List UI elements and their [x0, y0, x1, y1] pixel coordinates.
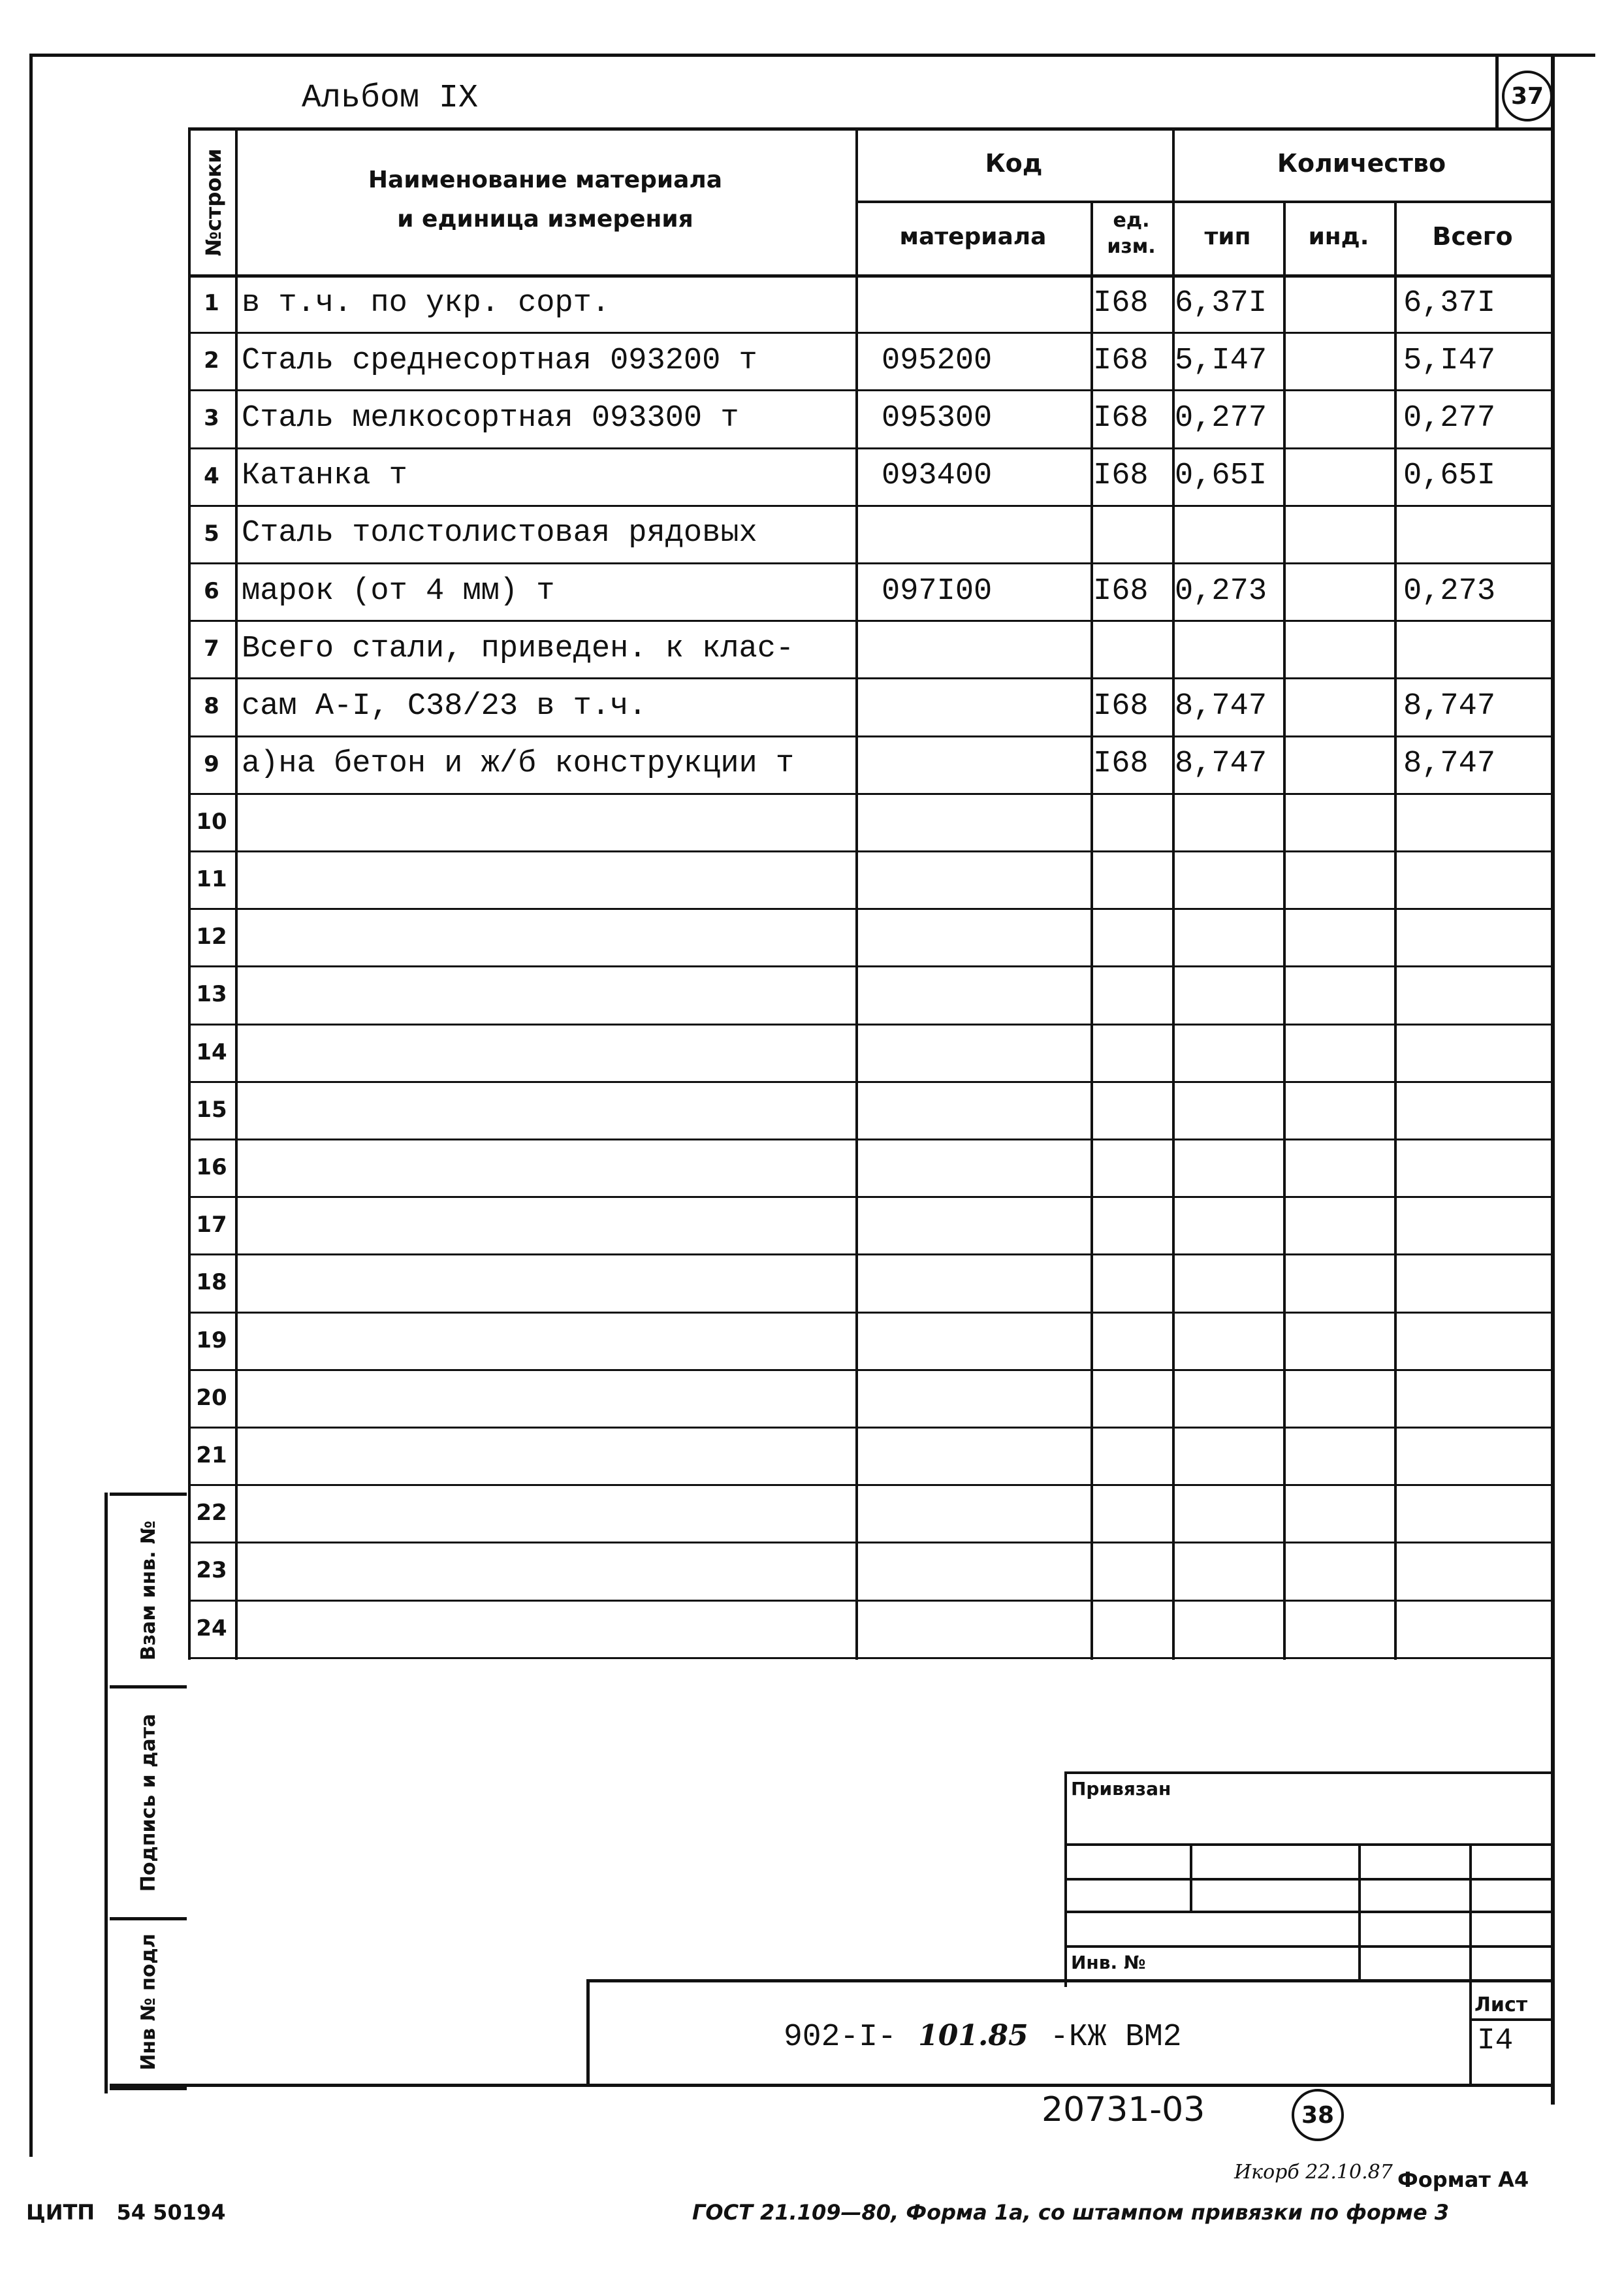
row-qty-type: [1175, 794, 1282, 849]
row-qty-ind: [1286, 737, 1393, 792]
doc-code-prefix: 902-I-: [784, 2020, 897, 2055]
total-header: Всего: [1432, 222, 1513, 251]
row-qty-total: 6,37I: [1403, 285, 1496, 321]
row-number: 2: [204, 347, 219, 374]
row-qty-type: 8,747: [1175, 688, 1267, 724]
stamp-row-line-2: [1064, 1878, 1554, 1881]
row-material-name: [242, 967, 853, 1022]
stamp-top-line: [1064, 1771, 1554, 1774]
row-qty-total: [1403, 1601, 1548, 1656]
row-material-name: Всего стали, приведен. к клас-: [242, 631, 795, 666]
footer-gost: ГОСТ 21.109—80, Форма 1а, со штампом привязки по форме 3: [692, 2200, 1450, 2225]
table-col-line-7: [1551, 127, 1553, 1660]
row-qty-type: [1175, 621, 1282, 676]
row-qty-type: 5,I47: [1175, 343, 1267, 378]
row-qty-total: [1403, 1025, 1548, 1080]
row-material-name: [242, 1313, 853, 1368]
row-material-code: [882, 679, 1088, 734]
row-qty-ind: [1286, 1370, 1393, 1425]
row-unit-code: [1093, 909, 1171, 964]
row-material-name: [242, 1197, 853, 1252]
row-material-code: [882, 1197, 1088, 1252]
archive-code: 20731-03: [1042, 2090, 1205, 2129]
table-col-line-1: [235, 127, 238, 1660]
row-qty-total: 0,277: [1403, 400, 1496, 436]
row-material-name: [242, 1255, 853, 1310]
row-qty-total: 5,I47: [1403, 343, 1496, 378]
row-qty-total: [1403, 967, 1548, 1022]
row-qty-ind: [1286, 1313, 1393, 1368]
unit-header-line1: ед.: [1113, 208, 1150, 232]
row-unit-code: I68: [1093, 459, 1149, 494]
row-material-code: [882, 1255, 1088, 1310]
row-material-name: Сталь среднесортная 093200 т: [242, 343, 757, 378]
row-number: 18: [196, 1269, 227, 1296]
row-material-name: [242, 1082, 853, 1137]
code-group-header: Код: [985, 149, 1043, 178]
row-qty-ind: [1286, 967, 1393, 1022]
header-mid-line: [855, 201, 1551, 203]
row-unit-code: [1093, 621, 1171, 676]
row-qty-ind: [1286, 506, 1393, 561]
row-unit-code: I68: [1093, 343, 1149, 378]
row-material-code: [882, 737, 1088, 792]
row-material-code: [882, 967, 1088, 1022]
name-header-line1: Наименование материала: [368, 166, 723, 193]
type-header: тип: [1204, 223, 1251, 250]
row-unit-code: I68: [1093, 285, 1149, 321]
table-col-line-2: [855, 127, 858, 1660]
row-unit-code: [1093, 506, 1171, 561]
row-material-name: [242, 794, 853, 849]
row-unit-code: [1093, 1140, 1171, 1195]
row-qty-type: 0,65I: [1175, 459, 1267, 494]
row-material-name: [242, 909, 853, 964]
row-qty-ind: [1286, 1428, 1393, 1483]
ind-header: инд.: [1308, 223, 1369, 250]
sheet-divider-line: [1469, 2018, 1554, 2021]
row-unit-code: [1093, 1428, 1171, 1483]
row-qty-total: [1403, 1313, 1548, 1368]
quantity-group-header: Количество: [1277, 149, 1446, 178]
row-material-code: [882, 506, 1088, 561]
row-unit-code: [1093, 1082, 1171, 1137]
stamp-row-line-4: [1064, 1945, 1554, 1948]
doc-code-suffix: -КЖ ВМ2: [1049, 2020, 1182, 2055]
row-number: 1: [204, 290, 219, 317]
row-material-code: [882, 621, 1088, 676]
row-qty-type: 8,747: [1175, 747, 1267, 782]
row-material-name: марок (от 4 мм) т: [242, 574, 555, 609]
row-qty-ind: [1286, 391, 1393, 445]
row-qty-type: [1175, 909, 1282, 964]
row-material-code: [882, 1601, 1088, 1656]
row-material-name: [242, 1140, 853, 1195]
row-material-name: [242, 852, 853, 907]
row-qty-ind: [1286, 679, 1393, 734]
sheet-label: Лист: [1474, 1994, 1528, 2016]
title-block-sheet-line: [1469, 1979, 1472, 2087]
sheet-circle-number: 37: [1502, 71, 1553, 121]
row-material-name: сам А-I, С38/23 в т.ч.: [242, 688, 647, 724]
row-number: 19: [196, 1327, 227, 1353]
row-qty-total: [1403, 1140, 1548, 1195]
row-material-name: Сталь мелкосортная 093300 т: [242, 400, 739, 436]
frame-top-line: [29, 54, 1595, 57]
stamp-col-line-3: [1469, 1843, 1472, 1980]
row-number: 10: [196, 808, 227, 835]
row-qty-ind: [1286, 449, 1393, 504]
podpis-data-label: Подпись и дата: [137, 1713, 160, 1892]
row-qty-total: [1403, 1370, 1548, 1425]
document-code: [784, 2017, 1182, 2055]
row-qty-type: [1175, 1082, 1282, 1137]
row-qty-type: 6,37I: [1175, 285, 1267, 321]
table-row-line: [188, 1657, 1551, 1659]
unit-header-line2: изм.: [1107, 234, 1156, 258]
row-qty-ind: [1286, 1601, 1393, 1656]
bottom-circle-number: 38: [1292, 2089, 1344, 2141]
row-qty-ind: [1286, 1485, 1393, 1540]
row-qty-total: [1403, 794, 1548, 849]
row-qty-total: 0,65I: [1403, 459, 1496, 494]
frame-left-line: [29, 54, 33, 2157]
row-material-code: 095200: [882, 343, 993, 378]
row-unit-code: [1093, 1601, 1171, 1656]
row-qty-total: [1403, 1197, 1548, 1252]
row-material-name: [242, 1485, 853, 1540]
row-qty-type: 0,277: [1175, 400, 1267, 436]
row-qty-total: [1403, 1428, 1548, 1483]
sheet-number: I4: [1477, 2024, 1514, 2058]
row-material-code: 097I00: [882, 574, 993, 609]
row-unit-code: I68: [1093, 574, 1149, 609]
row-unit-code: [1093, 1370, 1171, 1425]
row-qty-ind: [1286, 1255, 1393, 1310]
row-qty-type: [1175, 1428, 1282, 1483]
table-col-line-6: [1394, 201, 1397, 1660]
row-qty-total: 8,747: [1403, 688, 1496, 724]
row-qty-total: 0,273: [1403, 574, 1496, 609]
row-qty-ind: [1286, 276, 1393, 331]
row-qty-ind: [1286, 794, 1393, 849]
row-material-code: [882, 276, 1088, 331]
row-number: 22: [196, 1500, 227, 1527]
row-unit-code: I68: [1093, 747, 1149, 782]
row-qty-type: [1175, 1025, 1282, 1080]
row-qty-total: [1403, 909, 1548, 964]
row-qty-type: [1175, 1370, 1282, 1425]
row-qty-total: [1403, 506, 1548, 561]
row-number: 5: [204, 520, 219, 547]
row-unit-code: [1093, 1543, 1171, 1598]
row-material-code: 095300: [882, 400, 993, 436]
row-qty-type: 0,273: [1175, 574, 1267, 609]
row-number: 6: [204, 578, 219, 605]
title-block-left-line: [586, 1979, 590, 2087]
table-top-line: [188, 127, 1551, 131]
row-qty-type: [1175, 1543, 1282, 1598]
row-qty-ind: [1286, 1140, 1393, 1195]
row-material-code: [882, 1543, 1088, 1598]
row-qty-total: [1403, 1543, 1548, 1598]
row-material-name: в т.ч. по укр. сорт.: [242, 285, 611, 321]
corner-box-line: [1495, 54, 1499, 129]
row-material-name: [242, 1370, 853, 1425]
doc-code-handwritten: 101.85: [918, 2019, 1028, 2052]
row-unit-code: I68: [1093, 688, 1149, 724]
row-number: 23: [196, 1557, 227, 1584]
row-number: 7: [204, 636, 219, 662]
row-unit-code: [1093, 1485, 1171, 1540]
row-qty-ind: [1286, 852, 1393, 907]
row-qty-total: [1403, 1082, 1548, 1137]
row-number: 8: [204, 693, 219, 720]
format-label: Формат А4: [1397, 2167, 1529, 2192]
row-qty-total: [1403, 621, 1548, 676]
row-qty-ind: [1286, 1197, 1393, 1252]
row-unit-code: [1093, 967, 1171, 1022]
row-qty-total: [1403, 1485, 1548, 1540]
row-number: 4: [204, 462, 219, 489]
vzam-inv-label: Взам инв. №: [137, 1520, 160, 1661]
row-qty-ind: [1286, 1082, 1393, 1137]
row-unit-code: [1093, 852, 1171, 907]
row-qty-type: [1175, 852, 1282, 907]
name-header-line2: и единица измерения: [397, 205, 693, 233]
row-number-header: №строки: [201, 148, 226, 257]
row-qty-type: [1175, 1255, 1282, 1310]
row-unit-code: [1093, 794, 1171, 849]
row-qty-ind: [1286, 1025, 1393, 1080]
row-material-code: [882, 852, 1088, 907]
row-qty-total: [1403, 1255, 1548, 1310]
row-material-name: а)на бетон и ж/б конструкции т: [242, 747, 795, 782]
row-qty-ind: [1286, 564, 1393, 619]
inv-no-label: Инв. №: [1071, 1952, 1146, 1973]
row-unit-code: [1093, 1313, 1171, 1368]
row-unit-code: [1093, 1197, 1171, 1252]
row-qty-ind: [1286, 909, 1393, 964]
row-number: 15: [196, 1096, 227, 1123]
row-material-name: [242, 1601, 853, 1656]
row-material-code: [882, 1370, 1088, 1425]
material-code-header: материала: [899, 223, 1047, 250]
row-material-name: [242, 1543, 853, 1598]
row-qty-type: [1175, 967, 1282, 1022]
row-number: 3: [204, 405, 219, 432]
row-qty-type: [1175, 1313, 1282, 1368]
row-number: 13: [196, 981, 227, 1008]
stamp-col-line-2: [1358, 1843, 1361, 1980]
row-qty-type: [1175, 1601, 1282, 1656]
row-qty-ind: [1286, 621, 1393, 676]
row-number: 16: [196, 1154, 227, 1181]
row-number: 17: [196, 1212, 227, 1238]
frame-bottom-line: [110, 2084, 1555, 2087]
row-number: 11: [196, 866, 227, 893]
row-material-name: Катанка т: [242, 459, 407, 494]
row-number: 9: [204, 751, 219, 777]
privyazan-label: Привязан: [1071, 1778, 1171, 1800]
margin-divider-line: [104, 1493, 108, 2093]
stamp-row-line-3: [1064, 1911, 1554, 1913]
row-material-name: Сталь толстолистовая рядовых: [242, 516, 757, 551]
row-material-code: [882, 1140, 1088, 1195]
row-material-code: [882, 1313, 1088, 1368]
row-qty-total: 8,747: [1403, 747, 1496, 782]
footer-left: ЦИТП 54 50194: [26, 2200, 226, 2225]
row-number: 24: [196, 1615, 227, 1641]
row-qty-type: [1175, 1197, 1282, 1252]
row-qty-ind: [1286, 1543, 1393, 1598]
row-material-code: 093400: [882, 459, 993, 494]
row-material-code: [882, 1485, 1088, 1540]
row-unit-code: I68: [1093, 400, 1149, 436]
row-material-code: [882, 1025, 1088, 1080]
stamp-row-line-1: [1064, 1843, 1554, 1846]
row-number: 12: [196, 924, 227, 950]
row-material-code: [882, 1428, 1088, 1483]
title-block-top-line: [586, 1979, 1554, 1982]
row-material-code: [882, 1082, 1088, 1137]
row-number: 21: [196, 1442, 227, 1469]
row-qty-type: [1175, 1140, 1282, 1195]
row-qty-type: [1175, 506, 1282, 561]
row-material-name: [242, 1428, 853, 1483]
row-unit-code: [1093, 1255, 1171, 1310]
album-title: Альбом IX: [302, 80, 479, 117]
row-number: 20: [196, 1384, 227, 1411]
row-qty-type: [1175, 1485, 1282, 1540]
row-material-name: [242, 1025, 853, 1080]
inv-podl-label: Инв № подл: [137, 1933, 160, 2071]
row-qty-total: [1403, 852, 1548, 907]
row-number: 14: [196, 1039, 227, 1065]
row-material-code: [882, 909, 1088, 964]
row-unit-code: [1093, 1025, 1171, 1080]
stamp-col-line-1: [1190, 1843, 1192, 1913]
row-qty-ind: [1286, 333, 1393, 388]
row-material-code: [882, 794, 1088, 849]
handwritten-signature-note: Икорб 22.10.87: [1234, 2161, 1393, 2184]
